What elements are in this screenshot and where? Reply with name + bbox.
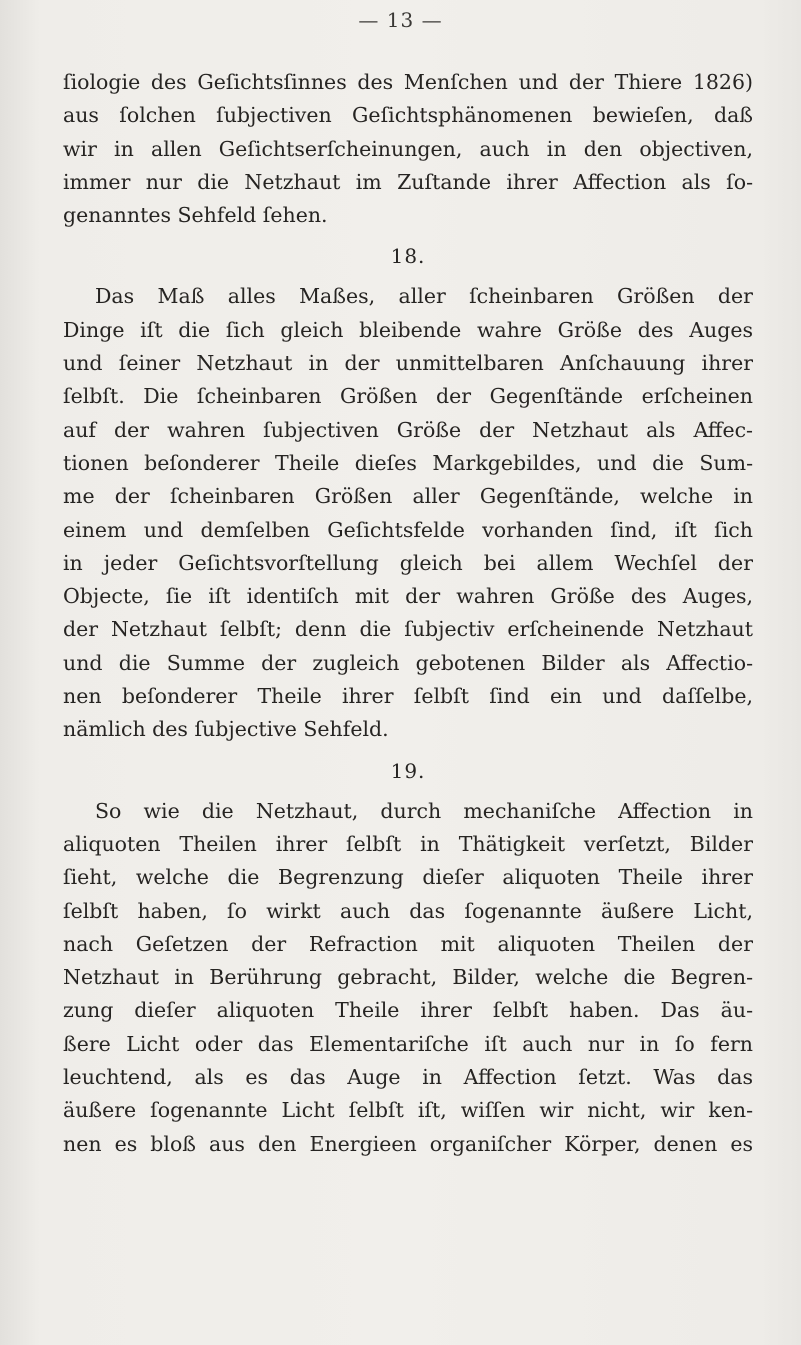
text-line: ſieht, welche die Begrenzung dieſer aliquoten Theile ihrer (63, 865, 753, 890)
text-line: ſelbſt haben, ſo wirkt auch das ſogenannte äußere Licht, (63, 898, 753, 923)
text-line: zung dieſer aliquoten Theile ihrer ſelbſt haben. Das äu- (63, 998, 753, 1023)
text-line: immer nur die Netzhaut im Zuſtande ihrer Affection als ſo- (63, 169, 753, 194)
text-line: nen beſonderer Theile ihrer ſelbſt ſind ein und daſſelbe, (63, 684, 753, 709)
text-line: in jeder Geſichtsvorſtellung gleich bei allem Wechſel der (63, 550, 753, 575)
page-number: — 13 — (358, 8, 443, 32)
text-line: nach Geſetzen der Refraction mit aliquoten Theilen der (63, 931, 753, 956)
text-line: genanntes Sehfeld ſehen. (63, 203, 328, 228)
text-line: äußere ſogenannte Licht ſelbſt iſt, wiſſen wir nicht, wir ken- (63, 1098, 753, 1123)
section-number-18: 18. (390, 244, 426, 269)
text-line: ßere Licht oder das Elementariſche iſt auch nur in ſo fern (63, 1031, 753, 1056)
text-line: ſelbſt. Die ſcheinbaren Größen der Gegenſtände erſcheinen (63, 384, 753, 409)
text-line: So wie die Netzhaut, durch mechaniſche Affection in (95, 798, 753, 823)
text-line: Netzhaut in Berührung gebracht, Bilder, welche die Begren- (63, 965, 753, 990)
text-line: einem und demſelben Geſichtsfelde vorhanden ſind, iſt ſich (63, 517, 753, 542)
text-line: leuchtend, als es das Auge in Affection ſetzt. Was das (63, 1065, 753, 1090)
text-line: Objecte, ſie iſt identiſch mit der wahren Größe des Auges, (63, 584, 753, 609)
text-line: Dinge iſt die ſich gleich bleibende wahre Größe des Auges (63, 317, 753, 342)
text-line: der Netzhaut ſelbſt; denn die ſubjectiv erſcheinende Netzhaut (63, 617, 753, 642)
text-line: und die Summe der zugleich gebotenen Bilder als Affectio- (63, 650, 753, 675)
text-line: nen es bloß aus den Energieen organiſcher Körper, denen es (63, 1131, 753, 1156)
text-line: Das Maß alles Maßes, aller ſcheinbaren Größen der (95, 284, 753, 309)
text-line: aus ſolchen ſubjectiven Geſichtsphänomenen bewieſen, daß (63, 103, 753, 128)
text-line: aliquoten Theilen ihrer ſelbſt in Thätigkeit verſetzt, Bilder (63, 831, 753, 856)
text-line: nämlich des ſubjective Sehfeld. (63, 717, 389, 742)
text-line: auf der wahren ſubjectiven Größe der Netzhaut als Affec- (63, 417, 753, 442)
text-line: wir in allen Geſichtserſcheinungen, auch in den objectiven, (63, 136, 753, 161)
text-line: tionen beſonderer Theile dieſes Markgebildes, und die Sum- (63, 450, 753, 475)
text-line: ſiologie des Geſichtsſinnes des Menſchen und der Thiere 1826) (63, 70, 753, 94)
text-line: und ſeiner Netzhaut in der unmittelbaren Anſchauung ihrer (63, 351, 753, 376)
body-text (63, 66, 753, 1161)
section-number-19: 19. (390, 758, 426, 783)
text-line: me der ſcheinbaren Größen aller Gegenſtände, welche in (63, 484, 753, 509)
